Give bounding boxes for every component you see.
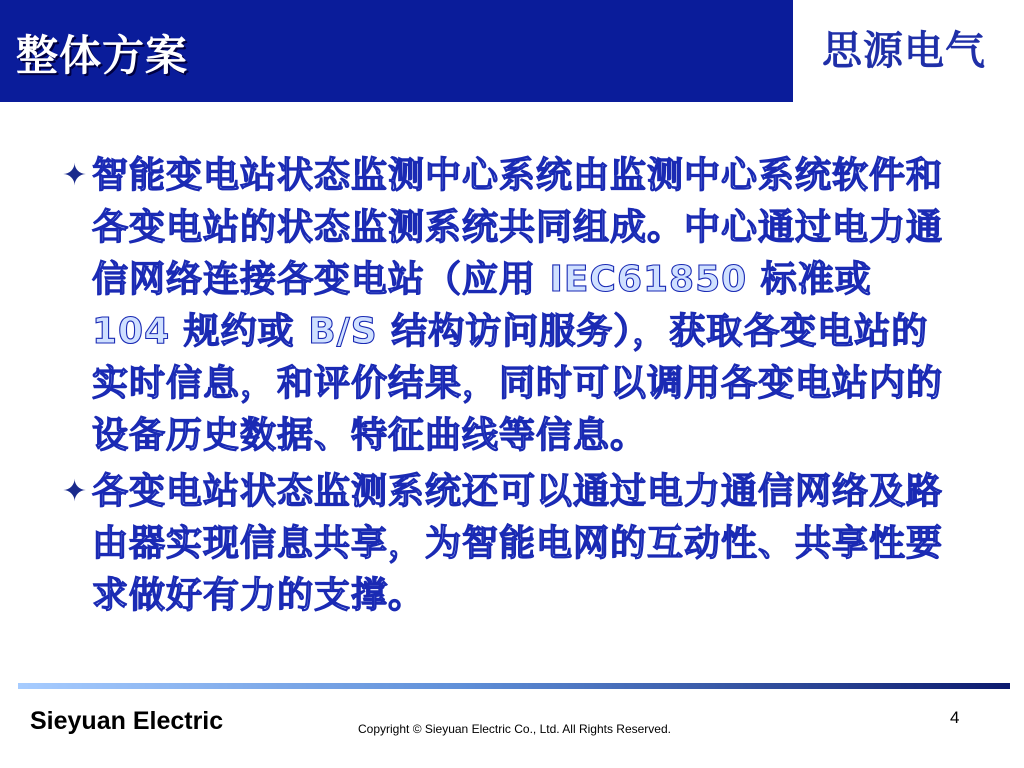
bullet-item	[62, 150, 962, 462]
four-point-star-icon: ✦	[62, 474, 88, 509]
page-number: 4	[950, 708, 960, 727]
bullet-item	[62, 466, 962, 622]
footer-brand: Sieyuan Electric	[30, 707, 224, 735]
slide-title: 整体方案	[16, 31, 189, 80]
bullet-text: 智能变电站状态监测中心系统由监测中心系统软件和各变电站的状态监测系统共同组成。中心通过电力通信网络连接各变电站（应用 IEC61850 标准或 104 规约或 B/S 结构访问服务），获取各变电站的实时信息，和评价结果，同时可以调用各变电站内的设备历史数据、特征曲线等信息。	[92, 155, 944, 456]
footer-copyright: Copyright © Sieyuan Electric Co., Ltd. All Rights Reserved.	[358, 722, 671, 736]
slide-body	[62, 150, 962, 626]
company-logo: 思源电气	[822, 28, 986, 74]
bullet-text: 各变电站状态监测系统还可以通过电力通信网络及路由器实现信息共享，为智能电网的互动性、共享性要求做好有力的支撑。	[92, 471, 944, 616]
four-point-star-icon: ✦	[62, 158, 88, 193]
footer-divider	[18, 683, 1010, 689]
